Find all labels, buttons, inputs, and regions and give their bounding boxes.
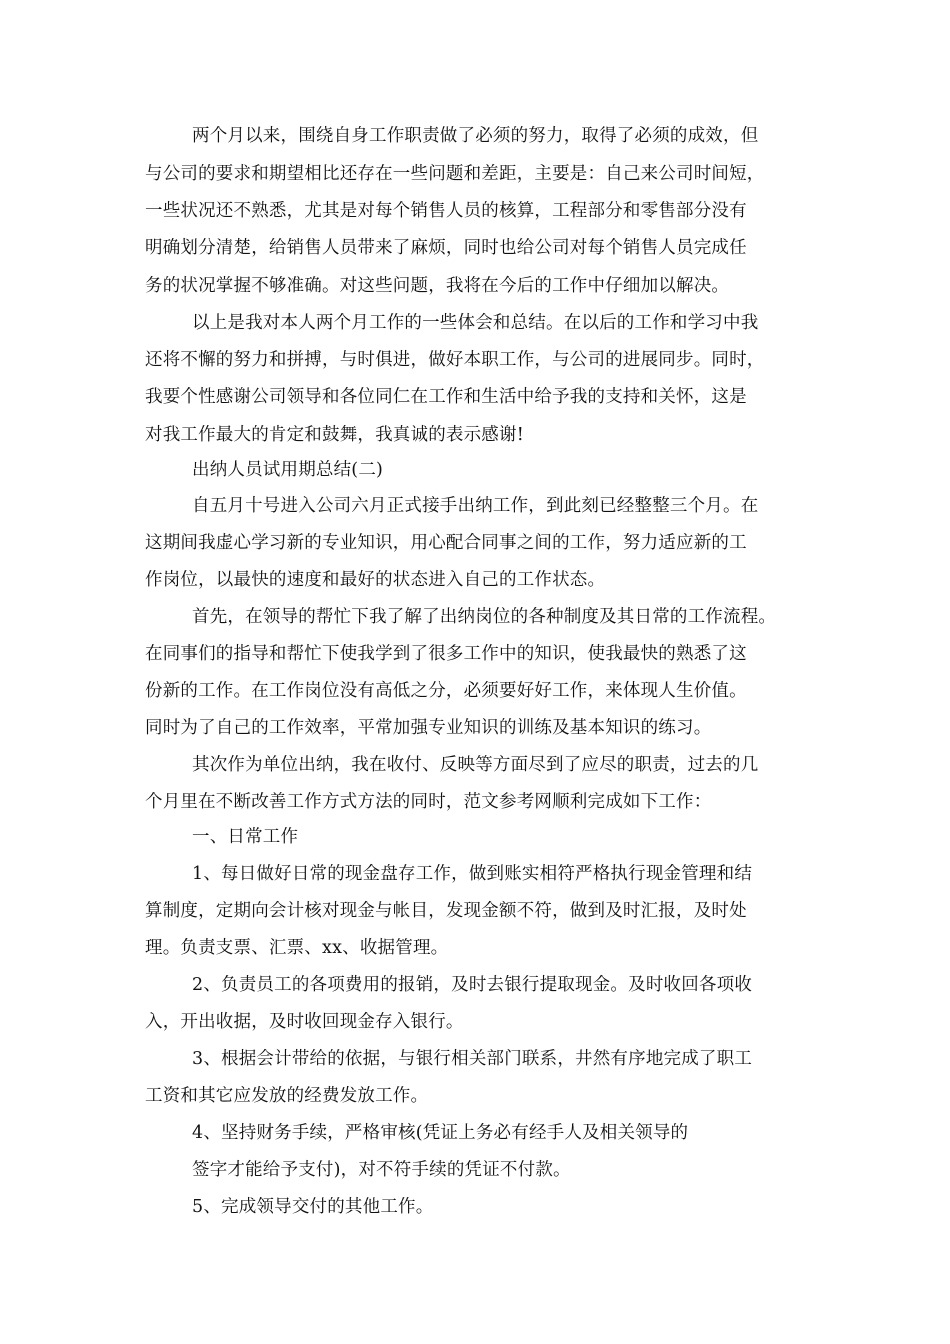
text-line: 两个月以来，围绕自身工作职责做了必须的努力，取得了必须的成效，但 — [192, 126, 759, 146]
text-line: 在同事们的指导和帮忙下使我学到了很多工作中的知识，使我最快的熟悉了这 — [145, 644, 747, 664]
text-line: 明确划分清楚，给销售人员带来了麻烦，同时也给公司对每个销售人员完成任 — [145, 238, 747, 258]
text-line: 我要个性感谢公司领导和各位同仁在工作和生活中给予我的支持和关怀，这是 — [145, 387, 747, 407]
text-line: 签字才能给予支付)，对不符手续的凭证不付款。 — [192, 1160, 571, 1180]
text-line: 3、根据会计带给的依据，与银行相关部门联系，井然有序地完成了职工 — [192, 1049, 753, 1069]
text-line: 与公司的要求和期望相比还存在一些问题和差距，主要是：自己来公司时间短， — [145, 164, 765, 184]
text-line: 份新的工作。在工作岗位没有高低之分，必须要好好工作，来体现人生价值。 — [145, 681, 747, 701]
text-line: 以上是我对本人两个月工作的一些体会和总结。在以后的工作和学习中我 — [192, 313, 759, 333]
text-line: 首先，在领导的帮忙下我了解了出纳岗位的各种制度及其日常的工作流程。 — [192, 607, 777, 627]
text-line: 工资和其它应发放的经费发放工作。 — [145, 1086, 429, 1106]
text-line: 其次作为单位出纳，我在收付、反映等方面尽到了应尽的职责，过去的几 — [192, 755, 759, 775]
list-heading: 一、日常工作 — [192, 827, 299, 847]
text-line: 5、完成领导交付的其他工作。 — [192, 1197, 434, 1217]
text-line: 4、坚持财务手续，严格审核(凭证上务必有经手人及相关领导的 — [192, 1123, 689, 1143]
text-line: 务的状况掌握不够准确。对这些问题，我将在今后的工作中仔细加以解决。 — [145, 276, 730, 296]
text-line: 1、每日做好日常的现金盘存工作，做到账实相符严格执行现金管理和结 — [192, 864, 753, 884]
text-line: 理。负责支票、汇票、xx、收据管理。 — [145, 938, 449, 958]
text-line: 算制度，定期向会计核对现金与帐目，发现金额不符，做到及时汇报，及时处 — [145, 901, 747, 921]
text-line: 入，开出收据，及时收回现金存入银行。 — [145, 1012, 464, 1032]
text-line: 自五月十号进入公司六月正式接手出纳工作，到此刻已经整整三个月。在 — [192, 496, 759, 516]
text-line: 对我工作最大的肯定和鼓舞，我真诚的表示感谢! — [145, 425, 524, 445]
text-line: 还将不懈的努力和拼搏，与时俱进，做好本职工作，与公司的进展同步。同时， — [145, 350, 765, 370]
text-line: 同时为了自己的工作效率，平常加强专业知识的训练及基本知识的练习。 — [145, 718, 712, 738]
text-line: 一些状况还不熟悉，尤其是对每个销售人员的核算，工程部分和零售部分没有 — [145, 201, 747, 221]
text-line: 个月里在不断改善工作方式方法的同时，范文参考网顺利完成如下工作： — [145, 792, 712, 812]
text-line: 作岗位，以最快的速度和最好的状态进入自己的工作状态。 — [145, 570, 606, 590]
text-line: 2、负责员工的各项费用的报销，及时去银行提取现金。及时收回各项收 — [192, 975, 753, 995]
text-line: 这期间我虚心学习新的专业知识，用心配合同事之间的工作，努力适应新的工 — [145, 533, 747, 553]
section-heading: 出纳人员试用期总结(二) — [192, 460, 384, 480]
